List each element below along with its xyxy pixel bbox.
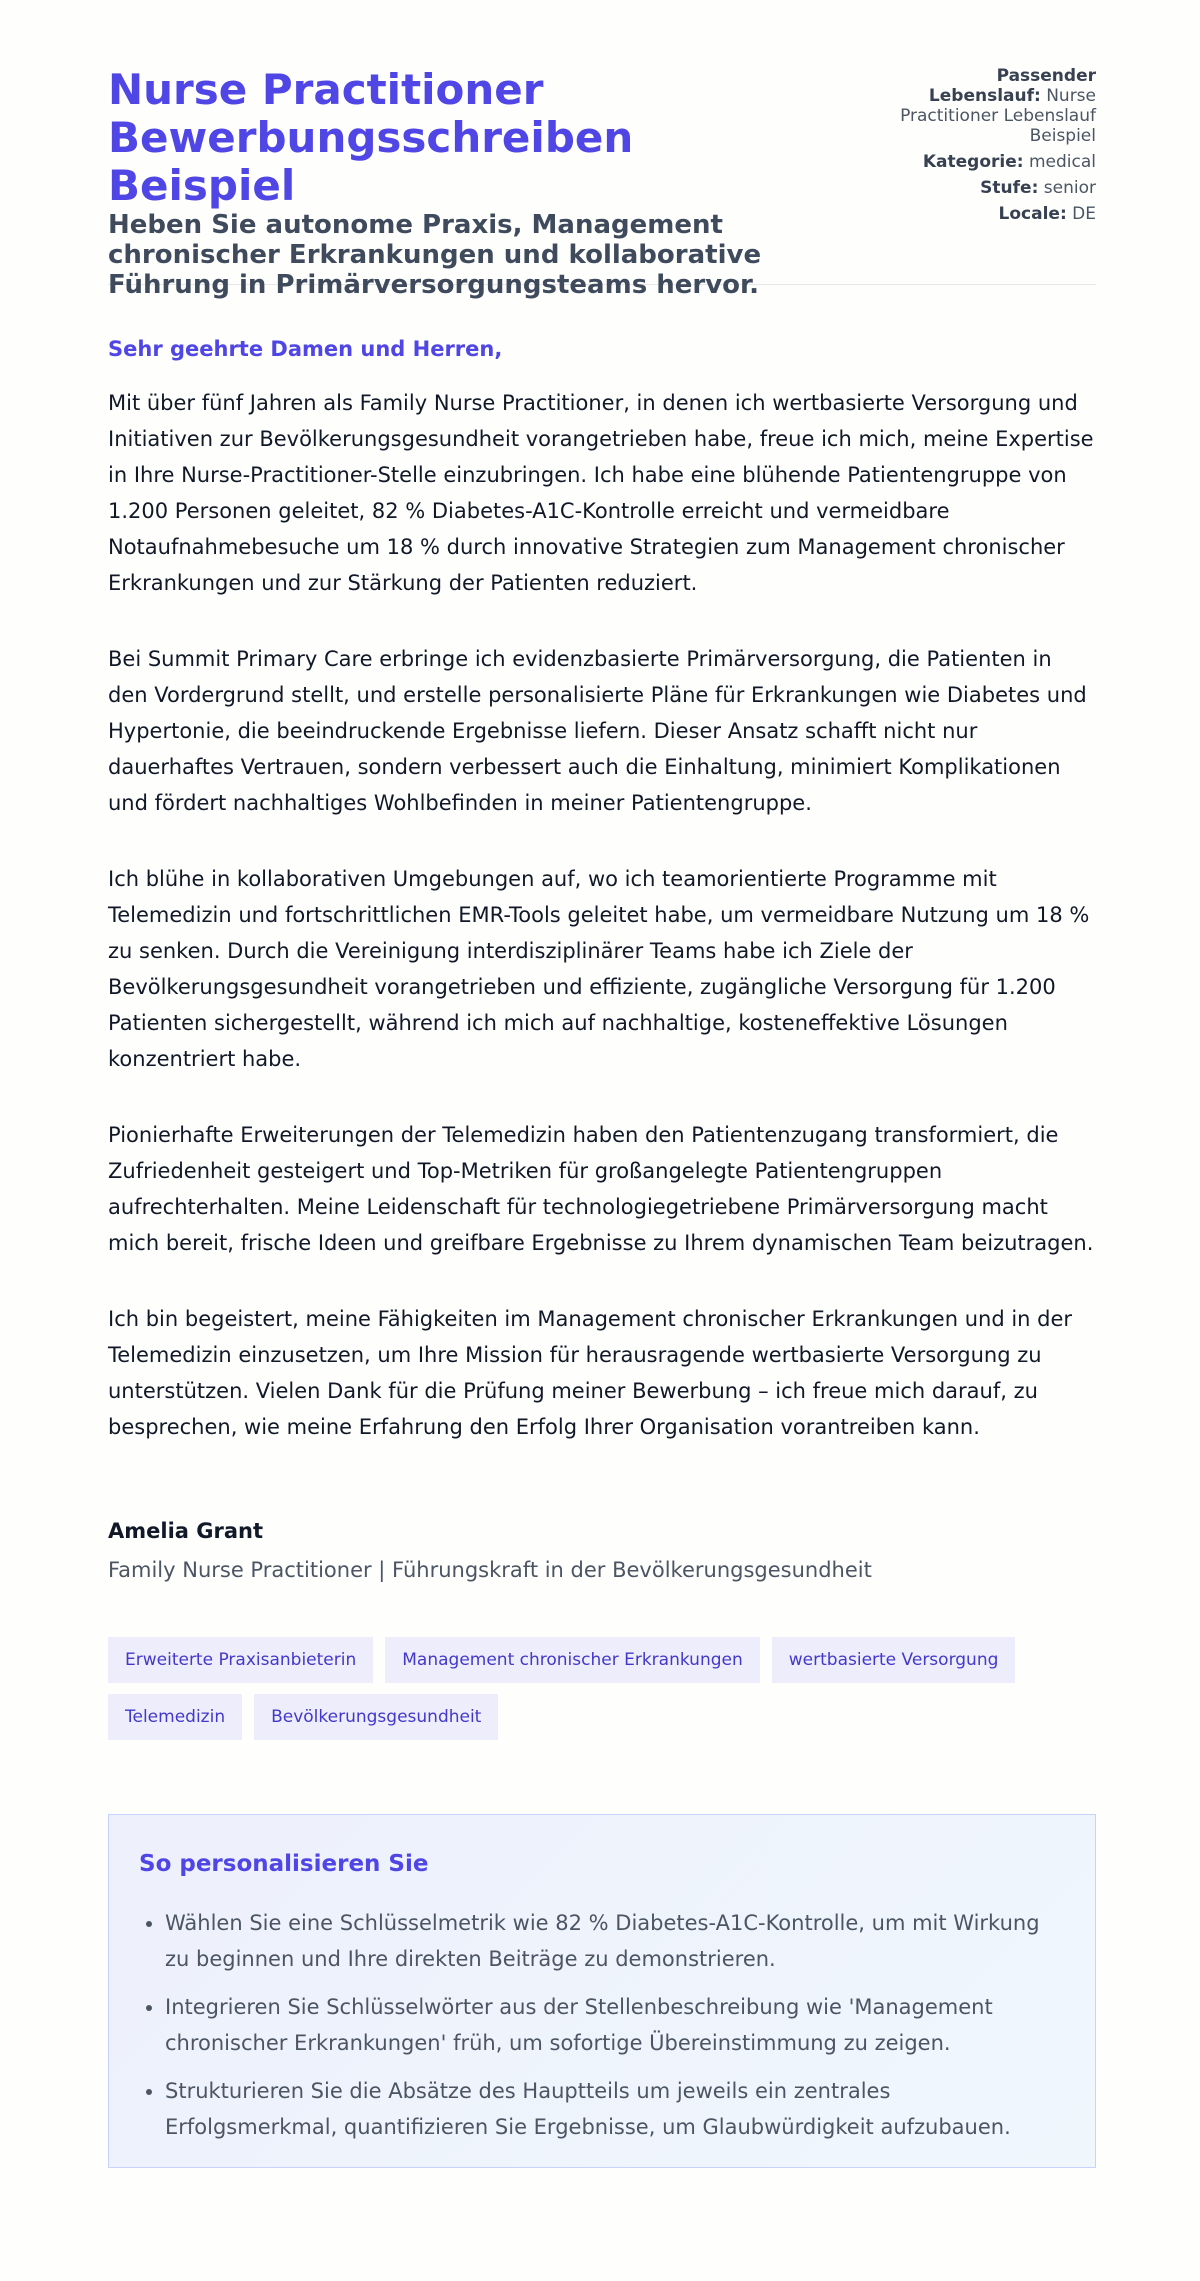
letter-paragraph: Ich blühe in kollaborativen Umgebungen auf, wo ich teamorientierte Programme mit Telemedizin und fortschrittlichen EMR-Tools geleitet habe, um vermeidbare Nutzung um 18 % zu senken. Durch die Vereinigung interdisziplinärer Teams habe ich Ziele der Bevölkerungsgesundheit vorangetrieben und effiziente, zugängliche Versorgung für 1.200 Patienten sichergestellt, während ich mich auf nachhaltige, kosteneffektive Lösungen konzentriert habe. (108, 867, 1090, 1071)
page-subtitle: Heben Sie autonome Praxis, Management chronischer Erkrankungen und kollaborative Führung in Primärversorgungsteams hervor. (108, 210, 762, 300)
tag-chip: Telemedizin (108, 1694, 242, 1740)
meta-category (886, 152, 1096, 172)
meta-level-label: Stufe: (980, 178, 1039, 198)
tag-chip: Bevölkerungsgesundheit (254, 1694, 498, 1740)
letter-paragraph: Mit über fünf Jahren als Family Nurse Practitioner, in denen ich wertbasierte Versorgung und Initiativen zur Bevölkerungsgesundheit vorangetrieben habe, freue ich mich, meine Expertise in Ihre Nurse-Practitioner-Stelle einzubringen. Ich habe eine blühende Patientengruppe von 1.200 Personen geleitet, 82 % Diabetes-A1C-Kontrolle erreicht und vermeidbare Notaufnahmebesuche um 18 % durch innovative Strategien zum Management chronischer Erkrankungen und zur Stärkung der Patienten reduziert. (108, 391, 1094, 595)
meta-resume (886, 66, 1096, 146)
meta-locale-value: DE (1072, 204, 1096, 224)
letter-paragraph: Pionierhafte Erweiterungen der Telemedizin haben den Patientenzugang transformiert, die Zufriedenheit gesteigert und Top-Metriken für großangelegte Patientengruppen aufrechterhalten. Meine Leidenschaft für technologiegetriebene Primärversorgung macht mich bereit, frische Ideen und greifbare Ergebnisse zu Ihrem dynamischen Team beizutragen. (108, 1123, 1094, 1255)
keyword-tags (108, 1637, 1096, 1740)
tips-list (139, 1905, 1065, 2145)
signature-role: Family Nurse Practitioner | Führungskraft in der Bevölkerungsgesundheit (108, 1558, 872, 1582)
letter-paragraph: Ich bin begeistert, meine Fähigkeiten im Management chronischer Erkrankungen und in der Telemedizin einzusetzen, um Ihre Mission für herausragende wertbasierte Versorgung zu unterstützen. Vielen Dank für die Prüfung meiner Bewerbung – ich freue mich darauf, zu besprechen, wie meine Erfahrung den Erfolg Ihrer Organisation vorantreiben kann. (108, 1307, 1073, 1439)
tips-list-item: • Wählen Sie eine Schlüsselmetrik wie 82 % Diabetes-A1C-Kontrolle, um mit Wirkung zu beginnen und Ihre direkten Beiträge zu demonstrieren. (165, 1905, 1065, 1977)
tips-list-item: • Strukturieren Sie die Absätze des Hauptteils um jeweils ein zentrales Erfolgsmerkmal, quantifizieren Sie Ergebnisse, um Glaubwürdigkeit aufzubauen. (165, 2073, 1065, 2145)
tag-chip: Management chronischer Erkrankungen (385, 1637, 760, 1683)
letter-greeting: Sehr geehrte Damen und Herren, (108, 337, 503, 361)
meta-category-label: Kategorie: (922, 152, 1024, 172)
letter-body (108, 335, 1096, 1585)
meta-locale-label: Locale: (998, 204, 1067, 224)
cover-letter-page (108, 0, 1096, 2168)
meta-panel (886, 66, 1096, 230)
meta-locale (886, 204, 1096, 224)
meta-level-value: senior (1043, 178, 1096, 198)
page-header (108, 0, 1096, 300)
meta-resume-label: Passender Lebenslauf: (928, 66, 1096, 106)
meta-category-value: medical (1028, 152, 1096, 172)
meta-level (886, 178, 1096, 198)
tips-title: So personalisieren Sie (139, 1851, 429, 1877)
signature-name: Amelia Grant (108, 1519, 264, 1543)
personalization-tips-box (108, 1814, 1096, 2168)
tag-chip: Erweiterte Praxisanbieterin (108, 1637, 373, 1683)
tips-list-item: • Integrieren Sie Schlüsselwörter aus der Stellenbeschreibung wie 'Management chronischer Erkrankungen' früh, um sofortige Übereinstimmung zu zeigen. (165, 1989, 1065, 2061)
letter-paragraph: Bei Summit Primary Care erbringe ich evidenzbasierte Primärversorgung, die Patienten in den Vordergrund stellt, und erstelle personalisierte Pläne für Erkrankungen wie Diabetes und Hypertonie, die beeindruckende Ergebnisse liefern. Dieser Ansatz schafft nicht nur dauerhaftes Vertrauen, sondern verbessert auch die Einhaltung, minimiert Komplikationen und fördert nachhaltiges Wohlbefinden in meiner Patientengruppe. (108, 647, 1087, 815)
meta-resume-value: Nurse Practitioner Lebenslauf Beispiel (900, 86, 1096, 146)
tag-chip: wertbasierte Versorgung (772, 1637, 1016, 1683)
page-title: Nurse Practitioner Bewerbungsschreiben Beispiel (108, 65, 634, 210)
